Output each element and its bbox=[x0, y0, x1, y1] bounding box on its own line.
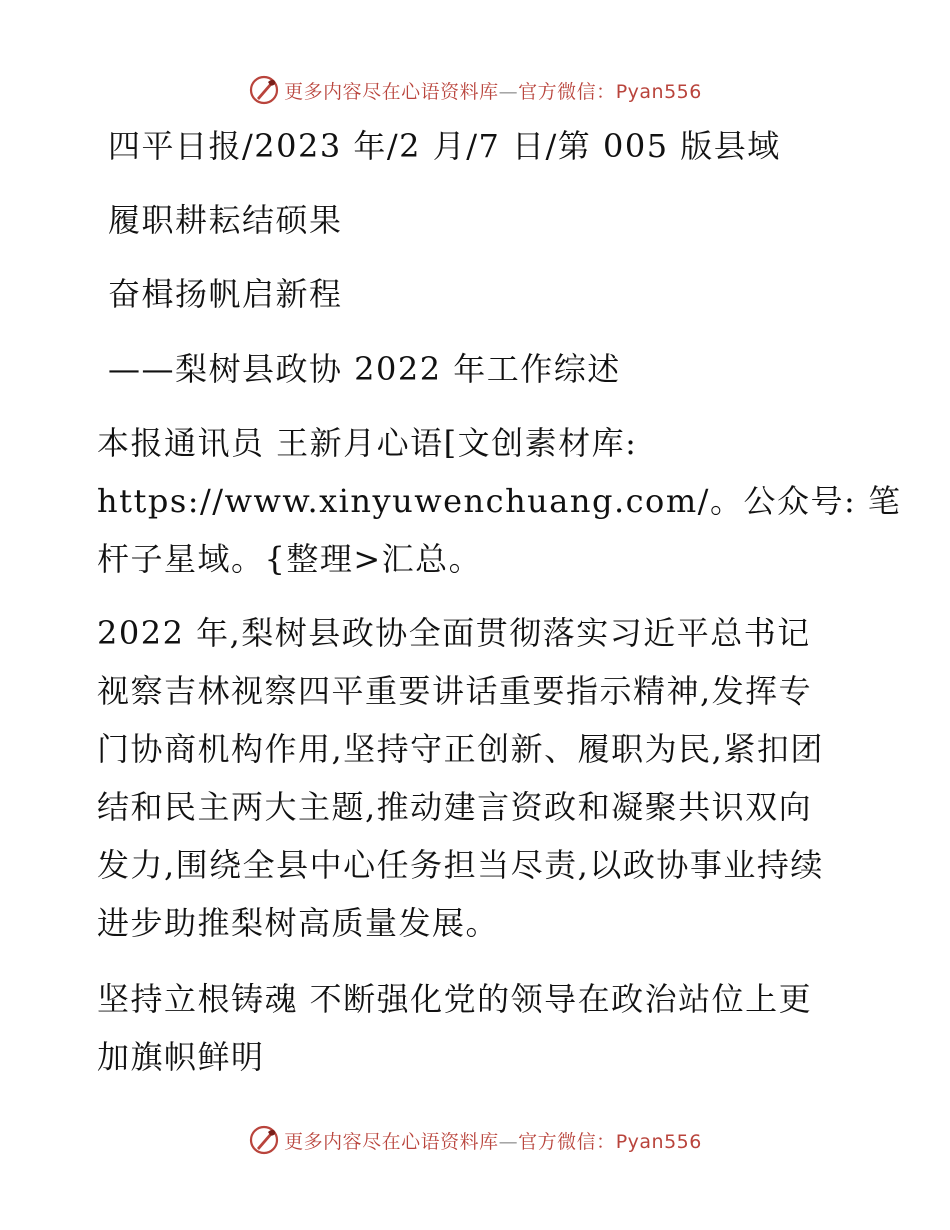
watermark-text bbox=[284, 77, 702, 104]
watermark-account: Pyan556 bbox=[615, 80, 702, 103]
byline-row: 本报通讯员 王新月心语[文创素材库: bbox=[97, 424, 638, 462]
body-paragraph bbox=[97, 604, 857, 952]
paragraph-row: 进步助推梨树高质量发展。 bbox=[97, 904, 500, 942]
source-line: 四平日报/2023 年/2 月/7 日/第 005 版县域 bbox=[108, 127, 781, 165]
article-title-line-1: 履职耕耘结硕果 bbox=[108, 201, 343, 239]
byline-row: 杆子星域。{整理>汇总。 bbox=[97, 540, 483, 578]
watermark-account: Pyan556 bbox=[615, 1130, 702, 1153]
paragraph-row: 门协商机构作用,坚持守正创新、履职为民,紧扣团 bbox=[97, 730, 824, 768]
byline bbox=[97, 414, 902, 588]
section-heading-row: 坚持立根铸魂 不断强化党的领导在政治站位上更 bbox=[97, 980, 813, 1018]
quill-pen-logo-icon bbox=[248, 74, 280, 106]
byline-row: https://www.xinyuwenchuang.com/。公众号: 笔 bbox=[97, 482, 902, 520]
paragraph-row: 发力,围绕全县中心任务担当尽责,以政协事业持续 bbox=[97, 846, 824, 884]
watermark-text bbox=[284, 1127, 702, 1154]
paragraph-row: 视察吉林视察四平重要讲话重要指示精神,发挥专 bbox=[97, 672, 813, 710]
watermark-main-text: 更多内容尽在心语资料库 bbox=[284, 1130, 499, 1153]
watermark-banner-bottom bbox=[0, 1120, 950, 1160]
watermark-wechat-label: 官方微信： bbox=[518, 1130, 616, 1153]
watermark-main-text: 更多内容尽在心语资料库 bbox=[284, 80, 499, 103]
paragraph-row: 结和民主两大主题,推动建言资政和凝聚共识双向 bbox=[97, 788, 813, 826]
article-subtitle: ——梨树县政协 2022 年工作综述 bbox=[108, 350, 621, 388]
paragraph-row: 2022 年,梨树县政协全面贯彻落实习近平总书记 bbox=[97, 614, 811, 652]
quill-pen-logo-icon bbox=[248, 1124, 280, 1156]
watermark-wechat-label: 官方微信： bbox=[518, 80, 616, 103]
section-heading-row: 加旗帜鲜明 bbox=[97, 1038, 265, 1076]
article-title-line-2: 奋楫扬帆启新程 bbox=[108, 275, 343, 313]
watermark-dash: — bbox=[498, 80, 519, 103]
watermark-banner-top bbox=[0, 70, 950, 110]
watermark-dash: — bbox=[498, 1130, 519, 1153]
section-heading bbox=[97, 970, 857, 1086]
